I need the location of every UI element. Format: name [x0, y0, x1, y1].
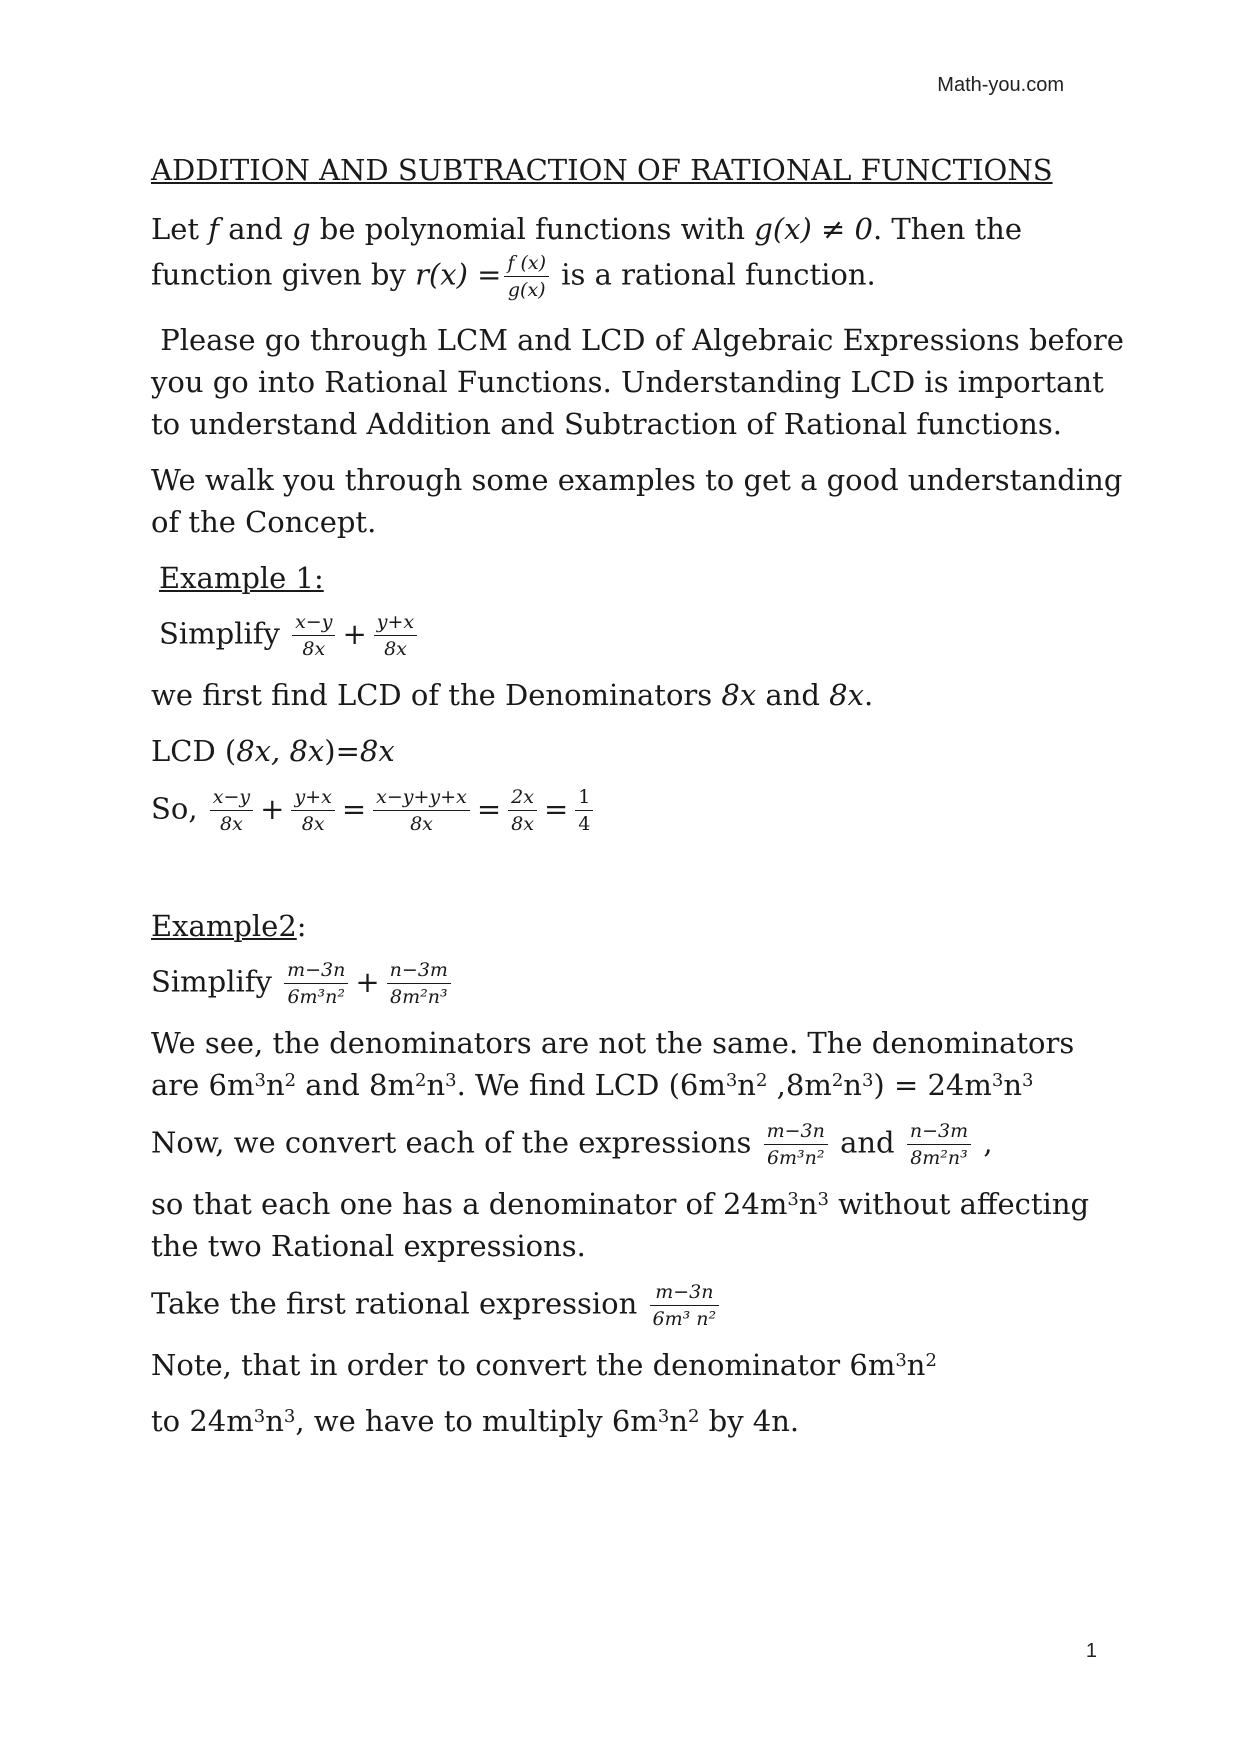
- superscript: 2: [284, 1070, 297, 1091]
- denominator: 8x: [302, 638, 326, 660]
- denominator: g(x): [507, 279, 546, 301]
- fraction: [907, 1120, 971, 1169]
- math: 8x: [829, 678, 864, 712]
- numerator: 2x: [508, 786, 537, 811]
- fraction: [374, 611, 417, 660]
- text: we first find LCD of the Denominators: [151, 678, 722, 712]
- text-line: you go into Rational Functions. Understanding LCD is important: [151, 365, 1104, 399]
- intro-line-1: [151, 208, 1091, 250]
- superscript: 3: [283, 1406, 296, 1427]
- site-name: Math-you.com: [937, 74, 1064, 96]
- superscript: 3: [725, 1070, 738, 1091]
- text: , we have to multiply 6m: [295, 1404, 658, 1438]
- example-1-heading: Example 1:: [159, 561, 324, 595]
- text: LCD (: [151, 734, 237, 768]
- numerator: m−3n: [650, 1281, 720, 1306]
- denominator: 8x: [410, 813, 433, 835]
- superscript: 3: [1022, 1070, 1034, 1091]
- lcm-paragraph: [151, 319, 1124, 445]
- fraction: [650, 1281, 720, 1330]
- page-number: 1: [1085, 1640, 1097, 1662]
- denominator: 6m³n²: [287, 986, 346, 1008]
- example-2-problem: [151, 959, 1091, 1008]
- text: ,8m: [767, 1068, 832, 1102]
- text: function given by: [151, 257, 416, 292]
- fraction: [373, 786, 470, 835]
- superscript: 3: [991, 1070, 1004, 1091]
- numerator: x−y+y+x: [373, 786, 470, 811]
- text: . Then the: [873, 212, 1023, 246]
- text: by 4n.: [699, 1404, 800, 1438]
- denominator: 4: [578, 813, 591, 835]
- example-2-common-denominator: [151, 1183, 1091, 1267]
- walkthrough-paragraph: [151, 459, 1123, 543]
- math-g: g: [292, 212, 311, 246]
- denominator: 8x: [220, 813, 243, 835]
- text: Let: [151, 212, 209, 246]
- numerator: m−3n: [764, 1120, 828, 1145]
- example-1-solution: [151, 786, 1091, 835]
- text: n: [426, 1068, 446, 1102]
- text: to 24m: [151, 1404, 254, 1438]
- text: Simplify: [159, 616, 280, 651]
- text: and 8m: [296, 1068, 415, 1102]
- math-f: f: [208, 212, 220, 246]
- superscript: 3: [445, 1070, 457, 1091]
- intro-line-2: [151, 252, 1091, 301]
- example-2-note: [151, 1344, 1091, 1386]
- denominator: 8x: [301, 813, 325, 835]
- superscript: 3: [817, 1189, 829, 1210]
- superscript: 3: [861, 1070, 874, 1091]
- denominator: 6m³ n²: [652, 1308, 717, 1330]
- numerator: y+x: [374, 611, 417, 636]
- numerator: x−y: [292, 611, 335, 636]
- example-2-heading: Example2: [151, 909, 297, 943]
- text: n: [906, 1348, 926, 1382]
- denominator: 6m³n²: [766, 1147, 825, 1169]
- numerator: m−3n: [284, 959, 348, 984]
- plus-sign: +: [342, 616, 367, 651]
- text: Now, we convert each of the expressions: [151, 1125, 761, 1160]
- denominator: 8m²n³: [910, 1147, 968, 1169]
- text: are 6m: [151, 1068, 255, 1102]
- intro-paragraph: [151, 208, 1091, 301]
- page-title: ADDITION AND SUBTRACTION OF RATIONAL FUNCTIONS: [151, 153, 1053, 187]
- text: n: [265, 1068, 285, 1102]
- denominator: 8m²n³: [390, 986, 448, 1008]
- text: n: [265, 1404, 284, 1438]
- superscript: 2: [831, 1070, 844, 1091]
- text-line: to understand Addition and Subtraction of Rational functions.: [151, 407, 1062, 441]
- text: be polynomial functions with: [310, 212, 755, 246]
- text: ,: [974, 1125, 993, 1160]
- superscript: 2: [687, 1406, 700, 1427]
- numerator: x−y: [210, 786, 253, 811]
- text: )=: [324, 734, 360, 768]
- fraction: [764, 1120, 828, 1169]
- text: n: [1003, 1068, 1023, 1102]
- example-2-heading-row: [151, 905, 1091, 947]
- fraction: [292, 611, 335, 660]
- fraction: [210, 786, 253, 835]
- superscript: 3: [657, 1406, 670, 1427]
- text: without affecting: [828, 1187, 1090, 1221]
- fraction: [508, 786, 537, 835]
- equals-sign: =: [543, 791, 569, 826]
- numerator: n−3m: [387, 959, 451, 984]
- text: . We find LCD (6m: [456, 1068, 726, 1102]
- text: and: [219, 212, 292, 246]
- text-line: [151, 1183, 1091, 1225]
- text: ) = 24m: [873, 1068, 992, 1102]
- denominator: 8x: [511, 813, 534, 835]
- example-2-take-first: [151, 1281, 1091, 1330]
- numerator: n−3m: [907, 1120, 971, 1145]
- text: and: [830, 1125, 904, 1160]
- equals-sign: =: [341, 791, 367, 826]
- text: Simplify: [151, 964, 282, 999]
- superscript: 2: [415, 1070, 427, 1091]
- numerator: y+x: [291, 786, 334, 811]
- plus-sign: +: [355, 964, 380, 999]
- text: Take the first rational expression: [151, 1286, 647, 1321]
- numerator: 1: [575, 786, 593, 811]
- math: 8x, 8x: [236, 734, 325, 768]
- example-1-lcd-equation: [151, 730, 1091, 772]
- example-2-denominators-paragraph: [151, 1022, 1091, 1106]
- equals-sign: =: [476, 791, 502, 826]
- text: n: [737, 1068, 756, 1102]
- example-1-lcd-text: [151, 674, 1091, 716]
- text-line: [151, 1064, 1091, 1106]
- superscript: 3: [254, 1070, 266, 1091]
- text-line: We walk you through some examples to get a good understanding: [151, 463, 1123, 497]
- superscript: 3: [253, 1406, 266, 1427]
- fraction: [387, 959, 451, 1008]
- text: n: [798, 1187, 818, 1221]
- document-body: [151, 150, 1124, 1456]
- math: 8x: [359, 734, 395, 768]
- fraction: [291, 786, 334, 835]
- text-line: the two Rational expressions.: [151, 1229, 586, 1263]
- example-2-convert: [151, 1120, 1091, 1169]
- text: is a rational function.: [552, 257, 876, 292]
- superscript: 2: [755, 1070, 768, 1091]
- plus-sign: +: [260, 791, 285, 826]
- example-1-problem: [151, 611, 1091, 660]
- text: :: [296, 909, 307, 943]
- numerator: f (x): [504, 252, 549, 277]
- math: 8x: [721, 678, 757, 712]
- text-line: We see, the denominators are not the same. The denominators: [151, 1026, 1075, 1060]
- superscript: 2: [925, 1350, 937, 1371]
- text: so that each one has a denominator of 24m: [151, 1187, 788, 1221]
- math-rx: r(x) =: [415, 257, 502, 292]
- text: n: [669, 1404, 688, 1438]
- superscript: 3: [895, 1350, 907, 1371]
- text-line: of the Concept.: [151, 505, 377, 539]
- fraction: [284, 959, 348, 1008]
- text: So,: [151, 791, 207, 826]
- fraction: [575, 786, 593, 835]
- text: .: [863, 678, 874, 712]
- text-line: Please go through LCM and LCD of Algebraic Expressions before: [151, 323, 1124, 357]
- fraction-f-over-g: [504, 252, 549, 301]
- text: Note, that in order to convert the denominator 6m: [151, 1348, 896, 1382]
- math-gx-neq-zero: g(x) ≠ 0: [754, 212, 873, 246]
- text: n: [843, 1068, 862, 1102]
- spacer: [151, 849, 1091, 905]
- denominator: 8x: [384, 638, 407, 660]
- text: and: [756, 678, 830, 712]
- superscript: 3: [787, 1189, 799, 1210]
- example-2-multiply: [151, 1400, 1091, 1442]
